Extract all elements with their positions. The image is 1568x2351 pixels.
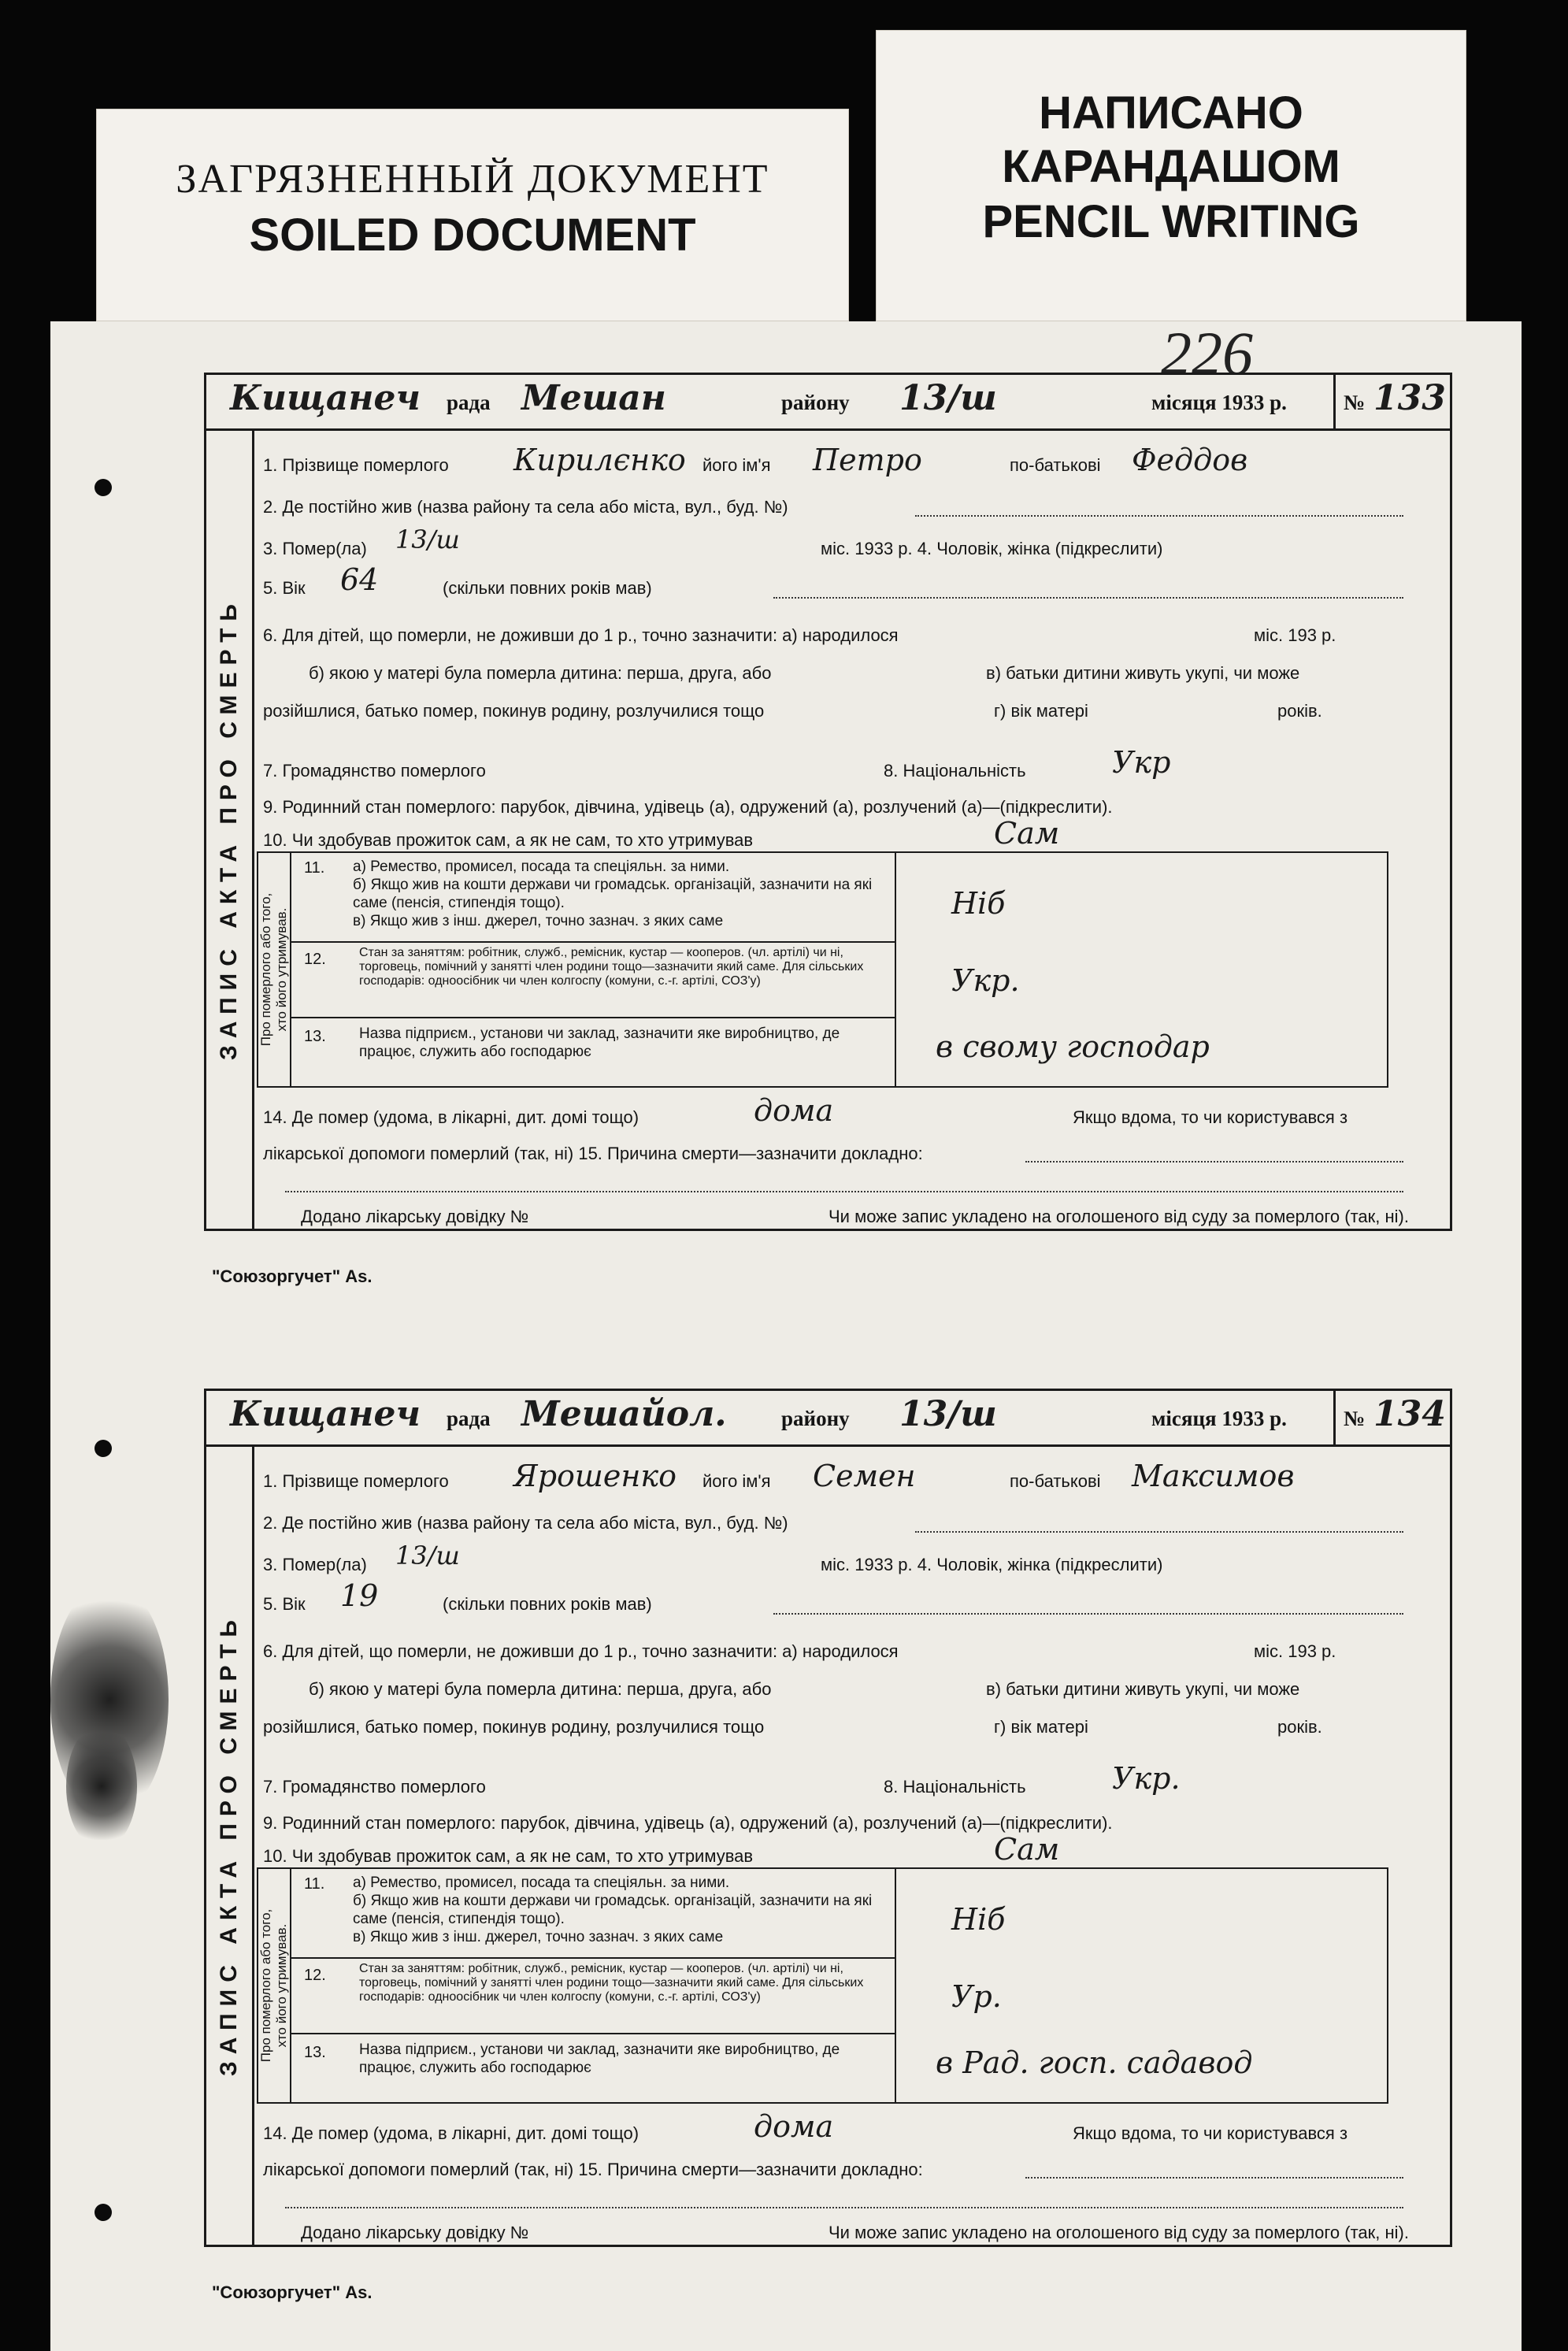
row-5: 5. Вік: [263, 1594, 306, 1614]
row-1-label: 1. Прізвище померлого: [263, 1471, 449, 1491]
soiled-label-en: SOILED DOCUMENT: [249, 210, 696, 261]
row-14: 14. Де помер (удома, в лікарні, дит. домі тощо): [263, 2123, 639, 2143]
number-sign: №: [1344, 1407, 1366, 1430]
punch-hole: [95, 479, 112, 496]
document-sheet: [50, 321, 1522, 2351]
occupation-table: [257, 1867, 1388, 2104]
row-12-text: Стан за заняттям: робітник, служб., ремісник, кустар — кооперов. (чл. артілі) чи ні, торговець, помічний у занятті член родини тощо—зазначити який саме. Для сільських господарів: одноосібник чи член колгоспу (комуни, с.-г. артілі, СОЗ'у): [359, 1962, 864, 2004]
dotted-line: [915, 515, 1403, 517]
soiled-document-label: [96, 109, 849, 321]
pencil-label-ru-1: НАПИСАНО: [1039, 87, 1303, 139]
surname: Ярошенко: [513, 1459, 677, 1493]
surname: Кирилєнко: [513, 443, 686, 477]
row-16: Додано лікарську довідку №: [301, 1207, 529, 1226]
died-date: 13/ш: [395, 1541, 460, 1570]
vertical-caption: [258, 1909, 290, 2063]
patronymic-label: по-батькові: [1010, 1471, 1101, 1491]
row-16: Додано лікарську довідку №: [301, 2223, 529, 2242]
row-16b: Чи може запис укладено на оголошеного від суду за померлого (так, ні).: [828, 2223, 1409, 2242]
record-number-box: [1333, 1391, 1450, 1444]
row-6b: б) якою у матері була померла дитина: перша, друга, або: [309, 1679, 772, 1699]
row-14c: лікарської допомоги померлий (так, ні) 15. Причина смерти—зазначити докладно:: [263, 1144, 923, 1163]
supporter: Сам: [994, 1832, 1060, 1867]
record-number: 134: [1373, 1394, 1446, 1434]
soiled-label-ru: ЗАГРЯЗНЕННЫЙ ДОКУМЕНТ: [176, 157, 769, 202]
means: Ніб: [951, 886, 1006, 921]
row-16b: Чи може запис укладено на оголошеного від суду за померлого (так, ні).: [828, 1207, 1409, 1226]
row-1: [263, 1471, 449, 1492]
row-6b2: в) батьки дитини живуть укупі, чи може: [986, 663, 1300, 683]
row-11c: в) Якщо жив з інш. джерел, точно зазнач. з яких саме: [353, 913, 724, 929]
row-6b: б) якою у матері була померла дитина: перша, друга, або: [309, 663, 772, 683]
row-7: 7. Громадянство померлого: [263, 761, 486, 781]
page-number: 226: [1161, 319, 1253, 388]
row-14b: Якщо вдома, то чи користувався з: [1073, 1107, 1348, 1127]
row-3: 3. Помер(ла): [263, 539, 367, 558]
column-divider: [895, 1869, 896, 2102]
row-11-text: [353, 858, 888, 930]
row-5: 5. Вік: [263, 578, 306, 598]
month-label: місяця 1933 р.: [1151, 391, 1287, 414]
row-13-number: 13.: [304, 2044, 326, 2061]
nationality: Укр: [1112, 745, 1171, 780]
row-13-text: Назва підприєм., установи чи заклад, зазначити яке виробництво, де працює, служить або господарює: [359, 1025, 840, 1060]
row-11b: б) Якщо жив на кошти держави чи громадськ. організацій, зазначити на які саме (пенсія, стипендія тощо).: [353, 1893, 873, 1927]
row-8: 8. Національність: [884, 761, 1026, 781]
number-sign: №: [1344, 391, 1366, 414]
footer-printer-1: "Союзоргучет" Аs.: [212, 1266, 373, 1286]
row-3b: міс. 1933 р. 4. Чоловік, жінка (підкреслити): [821, 1555, 1163, 1574]
row-6b2: в) батьки дитини живуть укупі, чи може: [986, 1679, 1300, 1699]
row-divider: [290, 941, 895, 943]
rada-label: рада: [447, 1407, 491, 1430]
caption-line-2: хто його утримував.: [274, 1923, 289, 2048]
row-11-text: [353, 1874, 888, 1946]
row-6c: розійшлися, батько помер, покинув родину, розлучилися тощо: [263, 701, 765, 721]
row-6: 6. Для дітей, що померли, не доживши до 1 р., точно зазначити: а) народилося: [263, 625, 899, 645]
row-5b: (скільки повних років мав): [443, 1594, 652, 1614]
supporter: Сам: [994, 816, 1060, 851]
caption-line-2: хто його утримував.: [274, 907, 289, 1032]
row-9: 9. Родинний стан померлого: парубок, дівчина, удівець (а), одружений (а), розлучений (а)—(підкреслити).: [263, 1813, 1113, 1833]
nationality: Укр.: [1112, 1761, 1181, 1796]
caption-line-1: Про померлого або того,: [258, 1908, 273, 2063]
dotted-line: [285, 1191, 1403, 1192]
row-8: 8. Національність: [884, 1777, 1026, 1797]
form-header: [206, 375, 1450, 431]
row-10: 10. Чи здобував прожиток сам, а як не сам, то хто утримував: [263, 830, 754, 850]
row-7: 7. Громадянство померлого: [263, 1777, 486, 1797]
workplace: в Рад. госп. садавод: [936, 2045, 1253, 2080]
punch-hole: [95, 2204, 112, 2221]
side-label: ЗАПИС АКТА ПРО СМЕРТЬ: [216, 1613, 242, 2076]
place-of-death: дома: [754, 1093, 834, 1128]
row-6-month: міс. 193 р.: [1254, 1641, 1336, 1661]
row-11b: б) Якщо жив на кошти держави чи громадськ. організацій, зазначити на які саме (пенсія, стипендія тощо).: [353, 877, 873, 911]
row-14: 14. Де помер (удома, в лікарні, дит. домі тощо): [263, 1107, 639, 1127]
age: 64: [340, 562, 379, 597]
first-name: Петро: [813, 443, 922, 477]
dotted-line: [285, 2207, 1403, 2208]
row-11a: а) Ремество, промисел, посада та спеціяльн. за ними.: [353, 1874, 730, 1891]
row-13-number: 13.: [304, 1028, 326, 1045]
punch-hole: [95, 1440, 112, 1457]
pencil-writing-label: [876, 30, 1466, 321]
pencil-label-en: PENCIL WRITING: [982, 196, 1360, 247]
row-6-month: міс. 193 р.: [1254, 625, 1336, 645]
row-11-number: 11.: [304, 1875, 325, 1893]
raion-handwritten: Мешан: [521, 378, 666, 418]
dotted-line: [915, 1531, 1403, 1533]
row-divider: [290, 1017, 895, 1018]
patronymic: Феддов: [1132, 443, 1248, 477]
row-14c: лікарської допомоги померлий (так, ні) 15. Причина смерти—зазначити докладно:: [263, 2160, 923, 2179]
vertical-caption-column: [258, 853, 291, 1086]
row-11-number: 11.: [304, 859, 325, 877]
row-divider: [290, 2033, 895, 2034]
rada-handwritten: Кищанеч: [230, 378, 421, 418]
occupation-table: [257, 851, 1388, 1088]
raion-label: району: [781, 1407, 850, 1430]
dotted-line: [773, 597, 1403, 599]
side-label-column: [206, 1444, 254, 2245]
row-11c: в) Якщо жив з інш. джерел, точно зазнач. з яких саме: [353, 1929, 724, 1945]
status: Ур.: [951, 1979, 1002, 2014]
dotted-line: [773, 1613, 1403, 1615]
rada-handwritten: Кищанеч: [230, 1394, 421, 1434]
record-number-box: [1333, 375, 1450, 428]
vertical-caption: [258, 893, 290, 1047]
row-3b: міс. 1933 р. 4. Чоловік, жінка (підкреслити): [821, 539, 1163, 558]
raion-label: району: [781, 391, 850, 414]
row-2: 2. Де постійно жив (назва району та села або міста, вул., буд. №): [263, 497, 788, 517]
row-3: 3. Помер(ла): [263, 1555, 367, 1574]
row-6: 6. Для дітей, що померли, не доживши до 1 р., точно зазначити: а) народилося: [263, 1641, 899, 1661]
row-1-label: 1. Прізвище померлого: [263, 455, 449, 475]
row-11a: а) Ремество, промисел, посада та спеціяльн. за ними.: [353, 858, 730, 875]
age: 19: [340, 1578, 379, 1613]
row-1: [263, 455, 449, 476]
workplace: в свому господар: [936, 1029, 1210, 1064]
row-13-text: Назва підприєм., установи чи заклад, зазначити яке виробництво, де працює, служить або господарює: [359, 2041, 840, 2076]
caption-line-1: Про померлого або того,: [258, 892, 273, 1047]
row-6c3: років.: [1277, 1717, 1322, 1737]
first-name: Семен: [813, 1459, 916, 1493]
row-10: 10. Чи здобував прожиток сам, а як не сам, то хто утримував: [263, 1846, 754, 1866]
day-handwritten: 13/ш: [899, 1394, 997, 1434]
status: Укр.: [951, 963, 1020, 998]
dotted-line: [1025, 2177, 1403, 2179]
patronymic-label: по-батькові: [1010, 455, 1101, 475]
row-6c3: років.: [1277, 701, 1322, 721]
row-12-number: 12.: [304, 1967, 326, 1984]
died-date: 13/ш: [395, 525, 460, 554]
side-label: ЗАПИС АКТА ПРО СМЕРТЬ: [216, 597, 242, 1060]
raion-handwritten: Мешайол.: [521, 1394, 727, 1434]
patronymic: Максимов: [1132, 1459, 1295, 1493]
name-label: його ім'я: [702, 1471, 771, 1491]
row-12-number: 12.: [304, 951, 326, 968]
side-label-column: [206, 428, 254, 1229]
pencil-label-ru-2: КАРАНДАШОМ: [1002, 141, 1340, 192]
dotted-line: [1025, 1161, 1403, 1163]
means: Ніб: [951, 1902, 1006, 1937]
form-header: [206, 1391, 1450, 1447]
row-9: 9. Родинний стан померлого: парубок, дівчина, удівець (а), одружений (а), розлучений (а)—(підкреслити).: [263, 797, 1113, 817]
month-label: місяця 1933 р.: [1151, 1407, 1287, 1430]
stain-mark: [66, 1723, 137, 1849]
row-6c: розійшлися, батько помер, покинув родину, розлучилися тощо: [263, 1717, 765, 1737]
death-record-form-2: [204, 1389, 1452, 2247]
death-record-form-1: [204, 373, 1452, 1231]
row-14b: Якщо вдома, то чи користувався з: [1073, 2123, 1348, 2143]
record-number: 133: [1373, 378, 1446, 418]
row-12-text: Стан за заняттям: робітник, служб., ремісник, кустар — кооперов. (чл. артілі) чи ні, торговець, помічний у занятті член родини тощо—зазначити який саме. Для сільських господарів: одноосібник чи член колгоспу (комуни, с.-г. артілі, СОЗ'у): [359, 946, 864, 988]
row-5b: (скільки повних років мав): [443, 578, 652, 598]
row-divider: [290, 1957, 895, 1959]
row-6c2: г) вік матері: [994, 701, 1088, 721]
row-2: 2. Де постійно жив (назва району та села або міста, вул., буд. №): [263, 1513, 788, 1533]
vertical-caption-column: [258, 1869, 291, 2102]
column-divider: [895, 853, 896, 1086]
name-label: його ім'я: [702, 455, 771, 475]
day-handwritten: 13/ш: [899, 378, 997, 418]
place-of-death: дома: [754, 2109, 834, 2144]
row-6c2: г) вік матері: [994, 1717, 1088, 1737]
footer-printer-2: "Союзоргучет" Аs.: [212, 2282, 373, 2302]
rada-label: рада: [447, 391, 491, 414]
